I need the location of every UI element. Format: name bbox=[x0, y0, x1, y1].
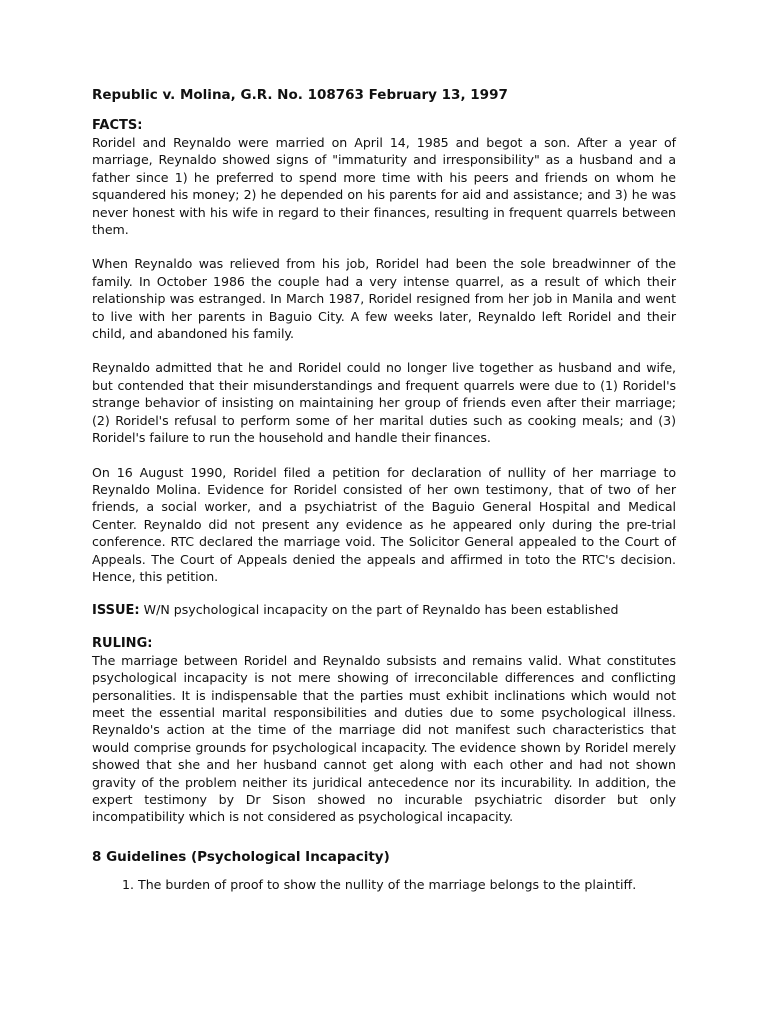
ruling-paragraph: The marriage between Roridel and Reynaldo subsists and remains valid. What constitutes psychological incapacity is not mere showing of irreconcilable differences and conflicting personalities. It is indispensable that the parties must exhibit inclinations which would not meet the essential marital responsibilities and duties due to some psychological illness. Reynaldo's action at the time of the marriage did not manifest such characteristics that would comprise grounds for psychological incapacity. The evidence shown by Roridel merely showed that she and her husband cannot get along with each other and had not shown gravity of the problem neither its juridical antecedence nor its incurability. In addition, the expert testimony by Dr Sison showed no incurable psychiatric disorder but only incompatibility which is not considered as psychological incapacity. bbox=[92, 652, 676, 825]
guidelines-heading: 8 Guidelines (Psychological Incapacity) bbox=[92, 848, 390, 865]
facts-paragraph-3: Reynaldo admitted that he and Roridel could no longer live together as husband and wife, but contended that their misunderstandings and frequent quarrels were due to (1) Roridel's strange behavior of insisting on maintaining her group of friends even after their marriage; (2) Roridel's refusal to perform some of her marital duties such as cooking meals; and (3) Roridel's failure to run the household and handle their finances. bbox=[92, 360, 676, 446]
guidelines-list bbox=[92, 876, 676, 893]
facts-paragraph-1: Roridel and Reynaldo were married on April 14, 1985 and begot a son. After a year of marriage, Reynaldo showed signs of "immaturity and irresponsibility" as a husband and a father since 1) he preferred to spend more time with his peers and friends on whom he squandered his money; 2) he depended on his parents for aid and assistance; and 3) he was never honest with his wife in regard to their finances, resulting in frequent quarrels between them. bbox=[92, 135, 676, 238]
case-title: Republic v. Molina, G.R. No. 108763 February 13, 1997 bbox=[92, 87, 508, 103]
issue-line bbox=[92, 601, 676, 619]
facts-paragraph-4: On 16 August 1990, Roridel filed a petition for declaration of nullity of her marriage to Reynaldo Molina. Evidence for Roridel consisted of her own testimony, that of two of her friends, a social worker, and a psychiatrist of the Baguio General Hospital and Medical Center. Reynaldo did not present any evidence as he appeared only during the pre-trial conference. RTC declared the marriage void. The Solicitor General appealed to the Court of Appeals. The Court of Appeals denied the appeals and affirmed in toto the RTC's decision. Hence, this petition. bbox=[92, 464, 676, 584]
issue-text: W/N psychological incapacity on the part of Reynaldo has been established bbox=[139, 602, 619, 618]
guideline-item: 1. The burden of proof to show the nullity of the marriage belongs to the plaintiff. bbox=[138, 876, 676, 893]
issue-heading: ISSUE: bbox=[92, 603, 140, 619]
facts-paragraph-2: When Reynaldo was relieved from his job, Roridel had been the sole breadwinner of the family. In October 1986 the couple had a very intense quarrel, as a result of which their relationship was estranged. In March 1987, Roridel resigned from her job in Manila and went to live with her parents in Baguio City. A few weeks later, Reynaldo left Roridel and their child, and abandoned his family. bbox=[92, 256, 676, 342]
facts-heading: FACTS: bbox=[92, 118, 143, 133]
ruling-heading: RULING: bbox=[92, 635, 153, 651]
